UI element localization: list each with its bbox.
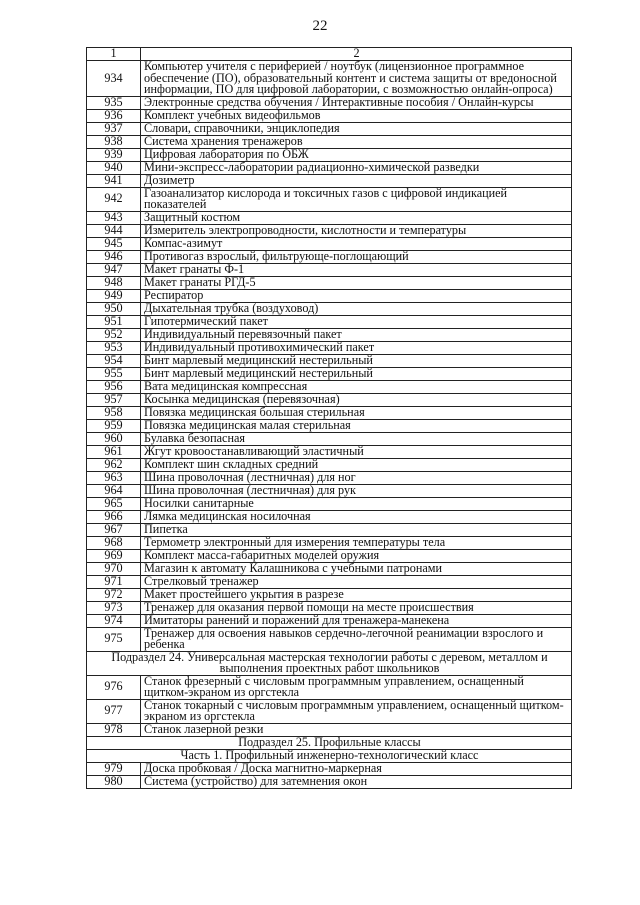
table-row: [87, 536, 572, 549]
item-number: 935: [87, 96, 141, 109]
item-description: Термометр электронный для измерения температуры тела: [141, 536, 572, 549]
item-description: Повязка медицинская малая стерильная: [141, 419, 572, 432]
table-row: [87, 458, 572, 471]
table-row: [87, 419, 572, 432]
item-number: 955: [87, 367, 141, 380]
table-row: [87, 484, 572, 497]
section-heading-row: [87, 651, 572, 675]
item-number: 961: [87, 445, 141, 458]
item-number: 973: [87, 601, 141, 614]
item-description: Защитный костюм: [141, 211, 572, 224]
item-description: Станок фрезерный с числовым программным управлением, оснащенный щитком-экраном из оргстекла: [141, 675, 572, 699]
item-number: 979: [87, 762, 141, 775]
item-number: 951: [87, 315, 141, 328]
item-number: 978: [87, 723, 141, 736]
item-description: Гипотермический пакет: [141, 315, 572, 328]
item-number: 940: [87, 161, 141, 174]
table-row: [87, 393, 572, 406]
item-number: 971: [87, 575, 141, 588]
item-number: 950: [87, 302, 141, 315]
table-row: [87, 61, 572, 97]
item-description: Пипетка: [141, 523, 572, 536]
item-number: 941: [87, 174, 141, 187]
section-heading-row: [87, 736, 572, 749]
item-number: 937: [87, 122, 141, 135]
item-description: Газоанализатор кислорода и токсичных газов с цифровой индикацией показателей: [141, 187, 572, 211]
table-row: [87, 367, 572, 380]
table-row: [87, 109, 572, 122]
item-number: 962: [87, 458, 141, 471]
table-row: [87, 549, 572, 562]
item-number: 952: [87, 328, 141, 341]
item-number: 947: [87, 263, 141, 276]
table-row: [87, 601, 572, 614]
table-row: [87, 380, 572, 393]
item-number: 965: [87, 497, 141, 510]
item-description: Противогаз взрослый, фильтрующе-поглощающий: [141, 250, 572, 263]
item-description: Респиратор: [141, 289, 572, 302]
item-number: 976: [87, 675, 141, 699]
item-description: Булавка безопасная: [141, 432, 572, 445]
item-number: 969: [87, 549, 141, 562]
item-description: Носилки санитарные: [141, 497, 572, 510]
item-description: Словари, справочники, энциклопедия: [141, 122, 572, 135]
item-number: 936: [87, 109, 141, 122]
item-number: 949: [87, 289, 141, 302]
table-row: [87, 523, 572, 536]
item-description: Компас-азимут: [141, 237, 572, 250]
item-description: Комплект масса-габаритных моделей оружия: [141, 549, 572, 562]
table-row: [87, 289, 572, 302]
item-description: Шина проволочная (лестничная) для рук: [141, 484, 572, 497]
section-heading-row: [87, 749, 572, 762]
item-description: Косынка медицинская (перевязочная): [141, 393, 572, 406]
item-number: 957: [87, 393, 141, 406]
table-row: [87, 406, 572, 419]
item-description: Жгут кровоостанавливающий эластичный: [141, 445, 572, 458]
table-row: [87, 263, 572, 276]
item-number: 980: [87, 775, 141, 788]
item-number: 948: [87, 276, 141, 289]
item-description: Комплект шин складных средний: [141, 458, 572, 471]
table-row: [87, 699, 572, 723]
table-row: [87, 445, 572, 458]
item-number: 953: [87, 341, 141, 354]
table-row: [87, 96, 572, 109]
table-row: [87, 341, 572, 354]
item-description: Компьютер учителя с периферией / ноутбук (лицензионное программное обеспечение (ПО), образовательный контент и система защиты от вредоносной информации, ПО для цифровой лаборатории, с возможностью онлайн-опроса): [141, 61, 572, 97]
table-row: [87, 315, 572, 328]
item-description: Измеритель электропроводности, кислотности и температуры: [141, 224, 572, 237]
item-number: 972: [87, 588, 141, 601]
section-heading: Часть 1. Профильный инженерно-технологический класс: [87, 749, 572, 762]
item-description: Макет простейшего укрытия в разрезе: [141, 588, 572, 601]
table-row: [87, 122, 572, 135]
item-number: 970: [87, 562, 141, 575]
item-description: Вата медицинская компрессная: [141, 380, 572, 393]
item-number: 967: [87, 523, 141, 536]
item-description: Тренажер для освоения навыков сердечно-легочной реанимации взрослого и ребенка: [141, 627, 572, 651]
item-number: 938: [87, 135, 141, 148]
item-description: Тренажер для оказания первой помощи на месте происшествия: [141, 601, 572, 614]
item-number: 942: [87, 187, 141, 211]
item-number: 975: [87, 627, 141, 651]
item-number: 944: [87, 224, 141, 237]
item-number: 934: [87, 61, 141, 97]
item-description: Индивидуальный перевязочный пакет: [141, 328, 572, 341]
table-row: [87, 276, 572, 289]
table-row: [87, 187, 572, 211]
item-description: Повязка медицинская большая стерильная: [141, 406, 572, 419]
item-number: 946: [87, 250, 141, 263]
item-number: 968: [87, 536, 141, 549]
column-header-2: 2: [141, 48, 572, 61]
item-number: 974: [87, 614, 141, 627]
item-description: Бинт марлевый медицинский нестерильный: [141, 367, 572, 380]
item-number: 939: [87, 148, 141, 161]
table-row: [87, 762, 572, 775]
table-row: [87, 562, 572, 575]
item-description: Электронные средства обучения / Интерактивные пособия / Онлайн-курсы: [141, 96, 572, 109]
table-header-row: [87, 48, 572, 61]
item-description: Макет гранаты Ф-1: [141, 263, 572, 276]
item-description: Доска пробковая / Доска магнитно-маркерная: [141, 762, 572, 775]
item-description: Макет гранаты РГД-5: [141, 276, 572, 289]
item-number: 945: [87, 237, 141, 250]
table-row: [87, 302, 572, 315]
item-number: 977: [87, 699, 141, 723]
table-row: [87, 675, 572, 699]
section-heading: Подраздел 24. Универсальная мастерская технологии работы с деревом, металлом и выполнения проектных работ школьников: [87, 651, 572, 675]
section-heading: Подраздел 25. Профильные классы: [87, 736, 572, 749]
table-row: [87, 174, 572, 187]
table-row: [87, 432, 572, 445]
table-row: [87, 354, 572, 367]
item-description: Мини-экспресс-лаборатории радиационно-химической разведки: [141, 161, 572, 174]
item-description: Комплект учебных видеофильмов: [141, 109, 572, 122]
table-row: [87, 575, 572, 588]
table-row: [87, 627, 572, 651]
item-description: Стрелковый тренажер: [141, 575, 572, 588]
item-description: Шина проволочная (лестничная) для ног: [141, 471, 572, 484]
table-row: [87, 614, 572, 627]
table-row: [87, 588, 572, 601]
table-row: [87, 148, 572, 161]
table-row: [87, 135, 572, 148]
table-row: [87, 723, 572, 736]
item-description: Лямка медицинская носилочная: [141, 510, 572, 523]
table-row: [87, 250, 572, 263]
item-number: 956: [87, 380, 141, 393]
table-row: [87, 237, 572, 250]
table-row: [87, 211, 572, 224]
page-number: 22: [312, 18, 328, 34]
table-row: [87, 775, 572, 788]
item-number: 960: [87, 432, 141, 445]
item-description: Цифровая лаборатория по ОБЖ: [141, 148, 572, 161]
item-description: Дыхательная трубка (воздуховод): [141, 302, 572, 315]
table-row: [87, 497, 572, 510]
table-row: [87, 161, 572, 174]
item-number: 964: [87, 484, 141, 497]
item-description: Магазин к автомату Калашникова с учебными патронами: [141, 562, 572, 575]
item-description: Станок токарный с числовым программным управлением, оснащенный щитком-экраном из оргстекла: [141, 699, 572, 723]
item-description: Индивидуальный противохимический пакет: [141, 341, 572, 354]
item-number: 966: [87, 510, 141, 523]
item-number: 963: [87, 471, 141, 484]
table-row: [87, 224, 572, 237]
equipment-table-body: [87, 48, 572, 789]
table-row: [87, 510, 572, 523]
item-description: Бинт марлевый медицинский нестерильный: [141, 354, 572, 367]
item-number: 943: [87, 211, 141, 224]
equipment-table: [86, 47, 572, 789]
item-description: Станок лазерной резки: [141, 723, 572, 736]
item-number: 954: [87, 354, 141, 367]
table-row: [87, 328, 572, 341]
item-description: Дозиметр: [141, 174, 572, 187]
item-number: 958: [87, 406, 141, 419]
item-description: Система хранения тренажеров: [141, 135, 572, 148]
item-description: Система (устройство) для затемнения окон: [141, 775, 572, 788]
table-row: [87, 471, 572, 484]
column-header-1: 1: [87, 48, 141, 61]
item-description: Имитаторы ранений и поражений для тренажера-манекена: [141, 614, 572, 627]
item-number: 959: [87, 419, 141, 432]
